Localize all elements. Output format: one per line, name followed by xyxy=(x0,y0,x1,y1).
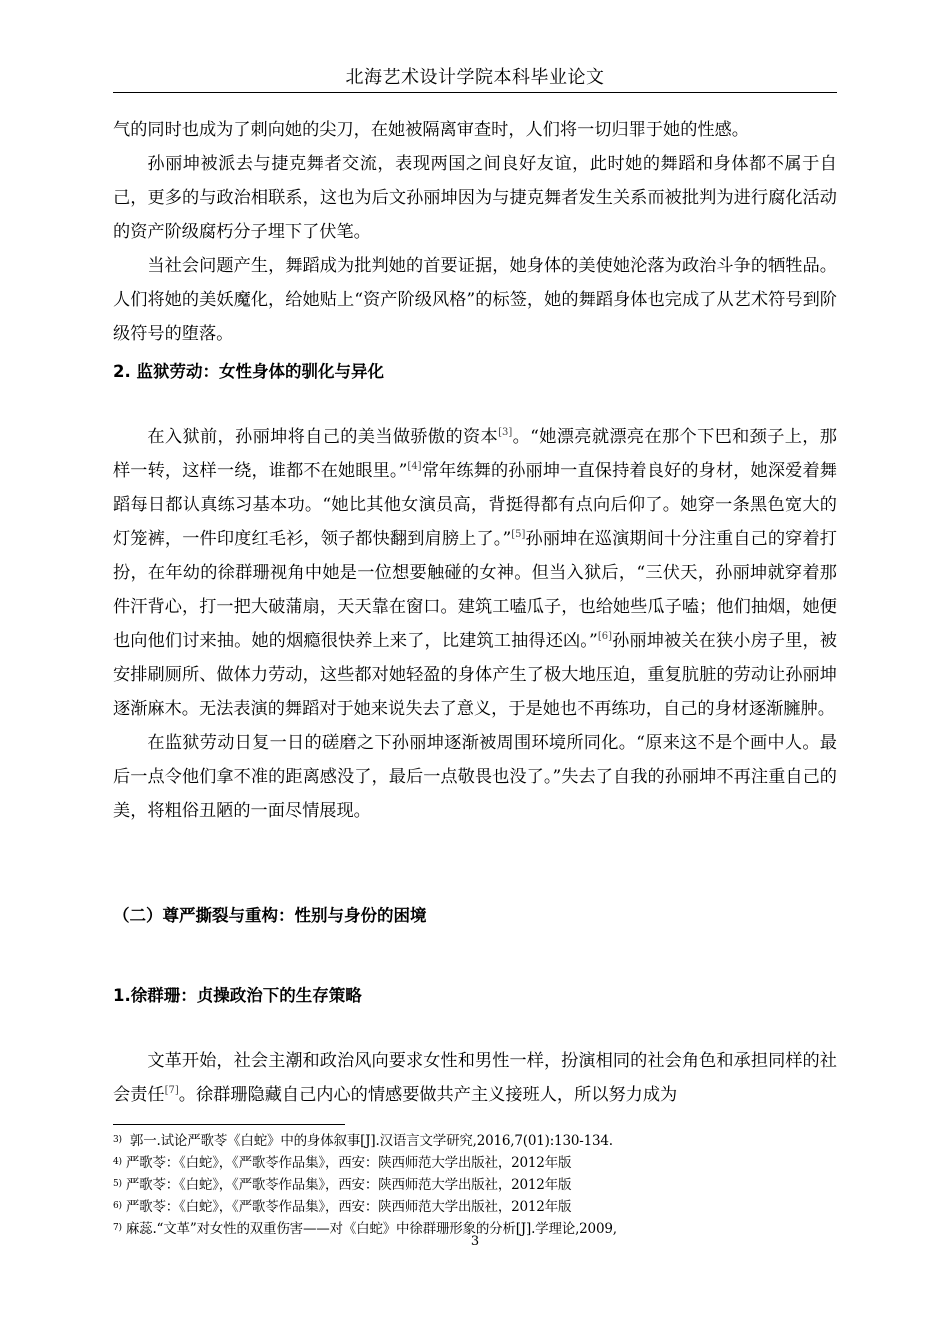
page-number: 3 xyxy=(470,1234,480,1249)
header-title: 北海艺术设计学院本科毕业论文 xyxy=(345,67,605,88)
citation-5: [5] xyxy=(511,529,526,540)
footnote: $^{5)}$ 严歌苓：《白蛇》，《严歌苓作品集》，西安：陕西师范大学出版社，2012年版 xyxy=(113,1177,572,1193)
page-header xyxy=(113,66,837,93)
citation-6: [6] xyxy=(597,631,612,642)
paragraph: 在入狱前，孙丽坤将自己的美当做骄傲的资本[3]。“她漂亮就漂亮在那个下巴和颈子上，那样一转，这样一绕，谁都不在她眼里。”[4]常年练舞的孙丽坤一直保持着良好的身材，她深爱着舞蹈每日都认真练习基本功。“她比其他女演员高，背挺得都有点向后仰了。她穿一条黑色宽大的灯笼裤，一件印度红毛衫，领子都快翻到肩膀上了。”[5]孙丽坤在巡演期间十分注重自己的穿着打扮，在年幼的徐群珊视角中她是一位想要触碰的女神。但当入狱后，“三伏天，孙丽坤就穿着那件汗背心，打一把大破蒲扇，天天靠在窗口。建筑工嗑瓜子，也给她些瓜子嗑；他们抽烟，她便也向他们讨来抽。她的烟瘾很快养上来了，比建筑工抽得还凶。”[6]孙丽坤被关在狭小房子里，被安排刷厕所、做体力劳动，这些都对她轻盈的身体产生了极大地压迫，重复肮脏的劳动让孙丽坤逐渐麻木。无法表演的舞蹈对于她来说失去了意义，于是她也不再练功，自己的身材逐渐臃肿。 xyxy=(113,427,837,719)
paragraph: 文革开始，社会主潮和政治风向要求女性和男性一样，扮演相同的社会角色和承担同样的社会责任[7]。徐群珊隐藏自己内心的情感要做共产主义接班人，所以努力成为 xyxy=(113,1051,837,1105)
footnote-divider xyxy=(113,1124,345,1125)
citation-3: [3] xyxy=(498,427,513,438)
paragraph: 在监狱劳动日复一日的磋磨之下孙丽坤逐渐被周围环境所同化。“原来这不是个画中人。最后一点令他们拿不准的距离感没了，最后一点敬畏也没了。”失去了自我的孙丽坤不再注重自己的美，将粗俗丑陋的一面尽情展现。 xyxy=(113,733,837,821)
citation-4: [4] xyxy=(407,461,422,472)
footnote: $^{6)}$ 严歌苓：《白蛇》，《严歌苓作品集》，西安：陕西师范大学出版社，2012年版 xyxy=(113,1199,572,1215)
footnote: $^{7)}$ 麻蕊.“文革”对女性的双重伤害——对《白蛇》中徐群珊形象的分析[J].学理论,2009, xyxy=(113,1221,617,1237)
subsection-heading-2: 2. 监狱劳动：女性身体的驯化与异化 xyxy=(113,362,384,381)
footnotes xyxy=(113,1130,837,1240)
citation-7: [7] xyxy=(164,1085,179,1096)
text-block-3 xyxy=(113,1044,837,1112)
subsection-heading-1: 1.徐群珊：贞操政治下的生存策略 xyxy=(113,986,362,1005)
paragraph: 孙丽坤被派去与捷克舞者交流，表现两国之间良好友谊，此时她的舞蹈和身体都不属于自己，更多的与政治相联系，这也为后文孙丽坤因为与捷克舞者发生关系而被批判为进行腐化活动的资产阶级腐朽分子埋下了伏笔。 xyxy=(113,154,837,242)
paragraph: 气的同时也成为了刺向她的尖刀，在她被隔离审查时，人们将一切归罪于她的性感。 xyxy=(113,120,749,140)
paragraph: 当社会问题产生，舞蹈成为批判她的首要证据，她身体的美使她沦落为政治斗争的牺牲品。人们将她的美妖魔化，给她贴上“资产阶级风格”的标签，她的舞蹈身体也完成了从艺术符号到阶级符号的堕落。 xyxy=(113,256,837,344)
footnote: $^{3)}$ 郭一.试论严歌苓《白蛇》中的身体叙事[J].汉语言文学研究,2016,7(01):130-134. xyxy=(113,1133,613,1149)
text-block-1 xyxy=(113,113,837,351)
footnote: $^{4)}$ 严歌苓：《白蛇》，《严歌苓作品集》，西安：陕西师范大学出版社，2012年版 xyxy=(113,1155,572,1171)
text-block-2 xyxy=(113,420,837,828)
section-heading: （二）尊严撕裂与重构：性别与身份的困境 xyxy=(113,906,427,925)
